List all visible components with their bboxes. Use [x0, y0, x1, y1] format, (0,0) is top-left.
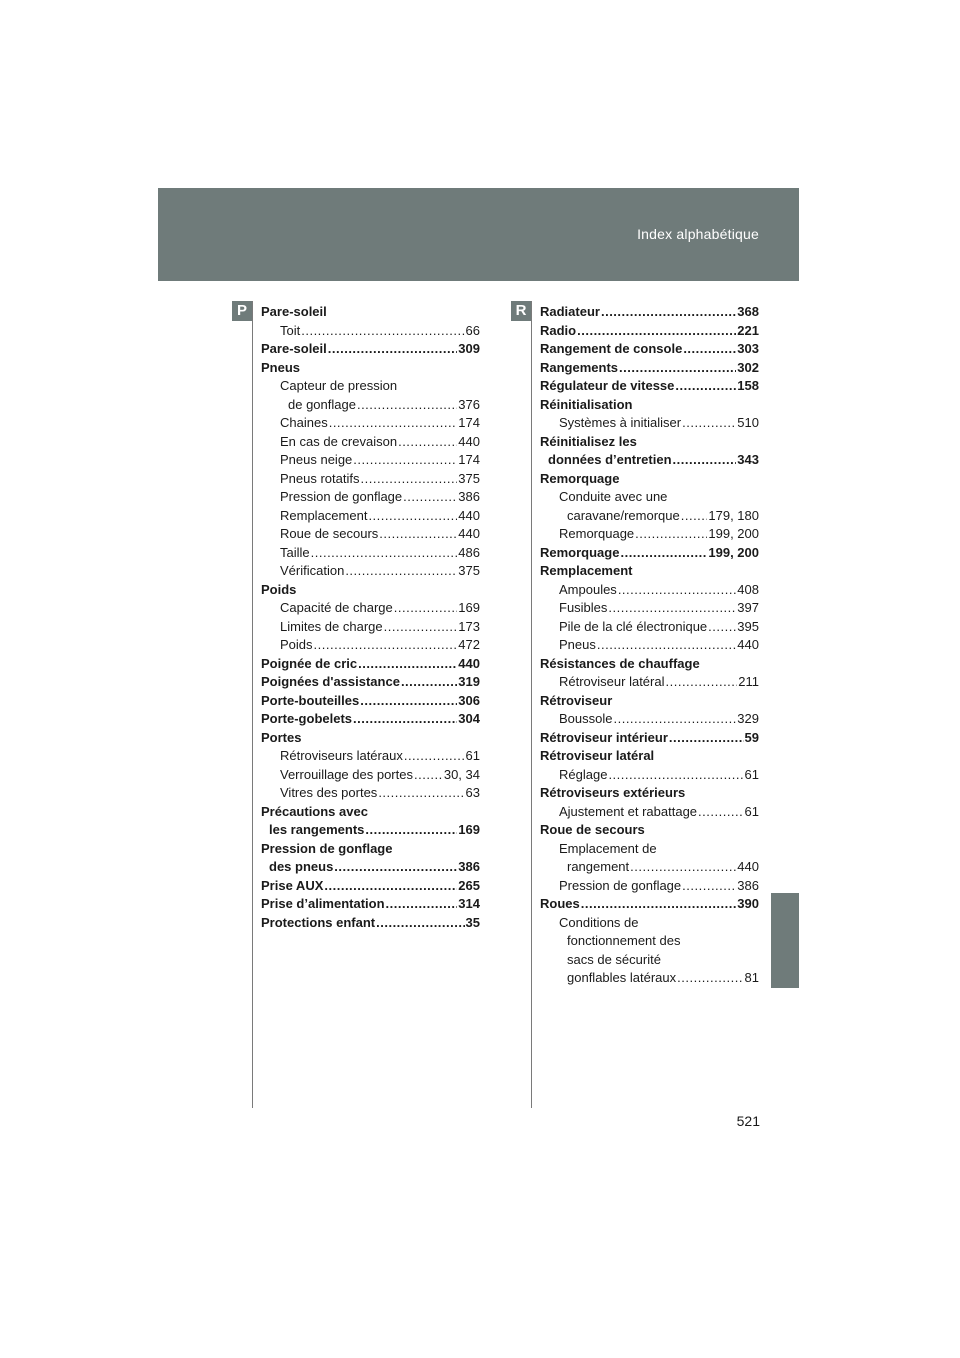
- index-entry: [540, 914, 759, 933]
- entry-page-ref: 375: [458, 470, 480, 486]
- entry-label: Poignées d'assistance: [261, 674, 400, 689]
- entry-label: Roue de secours: [280, 526, 379, 541]
- entry-label: fonctionnement des: [567, 933, 681, 948]
- leader-dots: [698, 803, 744, 822]
- entry-page-ref: 221: [737, 322, 759, 338]
- entry-label: Vitres des portes: [280, 785, 378, 800]
- entry-page-ref: 66: [465, 322, 480, 338]
- entry-page-ref: 265: [458, 877, 480, 893]
- leader-dots: [329, 414, 458, 433]
- entry-page-ref: 440: [737, 859, 759, 874]
- entry-page-ref: 368: [737, 304, 759, 319]
- leader-dots: [682, 877, 736, 896]
- entry-page-ref: 440: [737, 637, 759, 652]
- leader-dots: [368, 507, 457, 526]
- leader-dots: [401, 673, 457, 692]
- index-entry: [540, 821, 759, 840]
- entry-page-ref: 309: [458, 341, 480, 356]
- entry-label: Pneus neige: [280, 452, 353, 467]
- index-entry: [261, 784, 480, 803]
- leader-dots: [358, 655, 457, 674]
- index-entry: [540, 784, 759, 803]
- entry-label: Rangements: [540, 359, 619, 375]
- entry-label: Pare-soleil: [261, 341, 327, 356]
- entry-page-ref: 440: [458, 507, 480, 523]
- entry-label: Remorquage: [540, 544, 620, 560]
- leader-dots: [682, 414, 736, 433]
- index-entry: [261, 303, 480, 322]
- leader-dots: [360, 692, 457, 711]
- leader-dots: [708, 618, 736, 637]
- index-entry: [540, 840, 759, 859]
- index-entry: [261, 581, 480, 600]
- leader-dots: [361, 470, 458, 489]
- leader-dots: [376, 914, 464, 933]
- entry-label: Conditions de: [559, 914, 639, 930]
- entry-label: Boussole: [559, 711, 613, 726]
- entry-page-ref: 375: [458, 563, 480, 578]
- entry-page-ref: 486: [458, 544, 480, 560]
- index-entry: [261, 470, 480, 489]
- index-entry: [261, 895, 480, 914]
- entry-label: Pneus: [261, 359, 301, 375]
- entry-label: Réglage: [559, 766, 608, 782]
- entry-page-ref: 81: [744, 970, 759, 985]
- entry-label: Verrouillage des portes: [280, 766, 413, 782]
- leader-dots: [394, 599, 458, 618]
- leader-dots: [378, 784, 464, 803]
- index-entry: [261, 673, 480, 692]
- column-divider-middle: [531, 301, 532, 1108]
- entry-page-ref: 440: [458, 655, 480, 671]
- entry-page-ref: 61: [744, 803, 759, 819]
- index-entry: [540, 359, 759, 378]
- leader-dots: [328, 340, 458, 359]
- entry-label: Ajustement et rabattage: [559, 803, 698, 819]
- index-entry: [540, 340, 759, 359]
- entry-label: de gonflage: [288, 396, 356, 412]
- entry-page-ref: 386: [458, 489, 480, 504]
- entry-label: Pression de gonflage: [261, 840, 393, 856]
- entry-label: Porte-bouteilles: [261, 692, 360, 708]
- index-entry: [540, 618, 759, 637]
- entry-page-ref: 169: [458, 600, 480, 615]
- leader-dots: [334, 858, 457, 877]
- entry-label: Systèmes à initialiser: [559, 415, 682, 430]
- page-number: 521: [736, 1113, 760, 1129]
- leader-dots: [608, 599, 736, 618]
- entry-page-ref: 329: [737, 711, 759, 726]
- entry-label: Rétroviseur: [540, 692, 613, 708]
- index-entry: [540, 451, 759, 470]
- index-entry: [261, 729, 480, 748]
- leader-dots: [597, 636, 736, 655]
- entry-page-ref: 440: [458, 526, 480, 541]
- index-entry: [261, 599, 480, 618]
- letter-heading-p: P: [232, 301, 252, 321]
- leader-dots: [601, 303, 736, 322]
- entry-page-ref: 63: [465, 785, 480, 800]
- index-entry: [540, 858, 759, 877]
- leader-dots: [324, 877, 457, 896]
- entry-label: Radio: [540, 322, 577, 338]
- entry-label: Rétroviseurs latéraux: [280, 748, 403, 763]
- leader-dots: [608, 766, 743, 785]
- leader-dots: [620, 544, 707, 563]
- entry-label: Portes: [261, 729, 302, 745]
- index-entry: [540, 488, 759, 507]
- index-entry: [261, 377, 480, 396]
- entry-label: Toit: [280, 322, 301, 338]
- index-entry: [261, 858, 480, 877]
- index-entry: [540, 322, 759, 341]
- leader-dots: [630, 858, 736, 877]
- section-tab: [771, 893, 799, 988]
- leader-dots: [577, 322, 736, 341]
- index-entry: [540, 581, 759, 600]
- entry-page-ref: 174: [458, 415, 480, 430]
- entry-page-ref: 303: [737, 341, 759, 356]
- leader-dots: [398, 433, 457, 452]
- entry-label: Réinitialisez les: [540, 433, 637, 449]
- entry-label: Remplacement: [280, 507, 368, 523]
- column-divider-left: [252, 301, 253, 1108]
- entry-page-ref: 510: [737, 415, 759, 430]
- entry-label: Poignée de cric: [261, 655, 358, 671]
- letter-heading-r: R: [511, 301, 531, 321]
- leader-dots: [677, 969, 743, 988]
- entry-label: des pneus: [269, 859, 334, 874]
- entry-page-ref: 35: [465, 914, 480, 930]
- leader-dots: [666, 673, 738, 692]
- entry-page-ref: 408: [737, 581, 759, 597]
- entry-label: Vérification: [280, 563, 345, 578]
- entry-label: Pare-soleil: [261, 304, 327, 319]
- index-entry: [261, 840, 480, 859]
- index-entry: [261, 451, 480, 470]
- entry-page-ref: 319: [458, 674, 480, 689]
- index-entry: [261, 747, 480, 766]
- index-entry: [261, 433, 480, 452]
- leader-dots: [619, 359, 736, 378]
- index-entry: [261, 414, 480, 433]
- leader-dots: [301, 322, 464, 341]
- index-entry: [261, 803, 480, 822]
- entry-label: Emplacement de: [559, 840, 657, 856]
- index-entry: [261, 636, 480, 655]
- entry-page-ref: 61: [465, 748, 480, 763]
- index-entry: [540, 544, 759, 563]
- index-entry: [540, 470, 759, 489]
- leader-dots: [379, 525, 457, 544]
- entry-page-ref: 211: [738, 674, 759, 689]
- index-entry: [540, 599, 759, 618]
- entry-label: Rétroviseur intérieur: [540, 729, 668, 745]
- index-entry: [540, 655, 759, 674]
- leader-dots: [581, 895, 737, 914]
- entry-page-ref: 386: [458, 859, 480, 874]
- entry-label: Pneus: [559, 637, 596, 652]
- leader-dots: [365, 821, 457, 840]
- entry-page-ref: 158: [737, 378, 759, 393]
- entry-label: Pile de la clé électronique: [559, 618, 708, 634]
- entry-page-ref: 397: [737, 600, 759, 615]
- index-entry: [540, 951, 759, 970]
- entry-label: Roues: [540, 896, 580, 911]
- entry-label: Radiateur: [540, 304, 600, 319]
- entry-page-ref: 199, 200: [708, 544, 759, 560]
- index-entry: [540, 969, 759, 988]
- index-entry: [261, 507, 480, 526]
- entry-label: données d’entretien: [548, 452, 672, 467]
- entry-label: sacs de sécurité: [567, 951, 661, 967]
- entry-page-ref: 174: [458, 452, 480, 467]
- index-column-right: [540, 303, 759, 988]
- index-entry: [540, 692, 759, 711]
- index-entry: [540, 562, 759, 581]
- entry-label: Rétroviseurs extérieurs: [540, 785, 686, 800]
- index-entry: [261, 359, 480, 378]
- index-entry: [540, 433, 759, 452]
- entry-page-ref: 302: [737, 359, 759, 375]
- index-entry: [540, 710, 759, 729]
- entry-label: Chaines: [280, 415, 328, 430]
- index-entry: [261, 692, 480, 711]
- entry-page-ref: 304: [458, 711, 480, 726]
- entry-label: Poids: [261, 581, 297, 597]
- entry-label: Ampoules: [559, 581, 617, 597]
- leader-dots: [683, 340, 736, 359]
- header-title: Index alphabétique: [637, 226, 759, 242]
- leader-dots: [357, 396, 457, 415]
- entry-label: Limites de charge: [280, 618, 383, 634]
- entry-label: Fusibles: [559, 600, 608, 615]
- index-entry: [261, 655, 480, 674]
- index-entry: [261, 766, 480, 785]
- entry-label: Pression de gonflage: [559, 877, 682, 893]
- entry-page-ref: 395: [737, 618, 759, 634]
- entry-page-ref: 306: [458, 692, 480, 708]
- index-entry: [261, 322, 480, 341]
- entry-label: En cas de crevaison: [280, 433, 398, 449]
- entry-page-ref: 440: [458, 433, 480, 449]
- leader-dots: [353, 451, 457, 470]
- entry-label: Rétroviseur latéral: [540, 748, 655, 763]
- index-entry: [261, 562, 480, 581]
- index-entry: [540, 396, 759, 415]
- leader-dots: [414, 766, 443, 785]
- entry-label: Poids: [280, 637, 313, 652]
- leader-dots: [386, 895, 458, 914]
- index-entry: [261, 710, 480, 729]
- entry-label: rangement: [567, 859, 630, 874]
- entry-label: Conduite avec une: [559, 489, 668, 504]
- index-entry: [540, 525, 759, 544]
- entry-page-ref: 173: [458, 618, 480, 634]
- index-entry: [540, 507, 759, 526]
- leader-dots: [353, 710, 457, 729]
- entry-label: Prise AUX: [261, 877, 324, 893]
- leader-dots: [311, 544, 458, 563]
- index-column-left: [261, 303, 480, 932]
- entry-page-ref: 472: [458, 637, 480, 652]
- index-entry: [540, 636, 759, 655]
- entry-page-ref: 314: [458, 896, 480, 911]
- entry-label: Capacité de charge: [280, 600, 393, 615]
- entry-label: caravane/remorque: [567, 507, 680, 523]
- entry-page-ref: 343: [737, 452, 759, 467]
- leader-dots: [314, 636, 458, 655]
- leader-dots: [618, 581, 736, 600]
- entry-page-ref: 199, 200: [708, 526, 759, 541]
- entry-page-ref: 386: [737, 877, 759, 893]
- index-entry: [261, 525, 480, 544]
- index-entry: [261, 544, 480, 563]
- leader-dots: [681, 507, 708, 526]
- leader-dots: [384, 618, 458, 637]
- index-entry: [540, 877, 759, 896]
- index-entry: [540, 303, 759, 322]
- leader-dots: [669, 729, 744, 748]
- entry-page-ref: 179, 180: [708, 507, 759, 523]
- index-entry: [261, 914, 480, 933]
- entry-label: Réinitialisation: [540, 396, 633, 412]
- entry-label: Résistances de chauffage: [540, 655, 700, 671]
- entry-label: Rétroviseur latéral: [559, 674, 665, 689]
- entry-label: Rangement de console: [540, 341, 683, 356]
- entry-label: Taille: [280, 544, 310, 560]
- entry-label: Roue de secours: [540, 822, 645, 837]
- index-entry: [540, 766, 759, 785]
- entry-label: Prise d’alimentation: [261, 896, 385, 911]
- leader-dots: [345, 562, 457, 581]
- leader-dots: [404, 747, 465, 766]
- index-entry: [540, 414, 759, 433]
- index-entry: [540, 747, 759, 766]
- index-entry: [540, 895, 759, 914]
- entry-label: Remplacement: [540, 563, 633, 578]
- leader-dots: [675, 377, 736, 396]
- entry-label: Régulateur de vitesse: [540, 378, 675, 393]
- entry-label: Capteur de pression: [280, 378, 398, 393]
- entry-label: Porte-gobelets: [261, 711, 353, 726]
- entry-label: Remorquage: [540, 470, 620, 486]
- entry-page-ref: 169: [458, 822, 480, 837]
- leader-dots: [613, 710, 736, 729]
- index-entry: [261, 821, 480, 840]
- entry-label: Pneus rotatifs: [280, 470, 360, 486]
- index-entry: [261, 877, 480, 896]
- index-entry: [261, 488, 480, 507]
- index-entry: [540, 932, 759, 951]
- entry-label: Protections enfant: [261, 914, 376, 930]
- entry-label: Remorquage: [559, 526, 635, 541]
- entry-label: Précautions avec: [261, 803, 368, 819]
- entry-page-ref: 390: [737, 896, 759, 911]
- leader-dots: [673, 451, 737, 470]
- leader-dots: [403, 488, 457, 507]
- entry-label: les rangements: [269, 822, 365, 837]
- index-entry: [540, 377, 759, 396]
- entry-page-ref: 30, 34: [443, 766, 480, 782]
- entry-label: Pression de gonflage: [280, 489, 403, 504]
- entry-page-ref: 59: [744, 729, 759, 745]
- index-entry: [540, 803, 759, 822]
- index-entry: [261, 340, 480, 359]
- index-entry: [540, 729, 759, 748]
- entry-page-ref: 376: [458, 396, 480, 412]
- entry-label: gonflables latéraux: [567, 970, 677, 985]
- page-header: [158, 188, 799, 281]
- index-entry: [540, 673, 759, 692]
- entry-page-ref: 61: [744, 766, 759, 782]
- leader-dots: [635, 525, 707, 544]
- index-entry: [261, 396, 480, 415]
- index-entry: [261, 618, 480, 637]
